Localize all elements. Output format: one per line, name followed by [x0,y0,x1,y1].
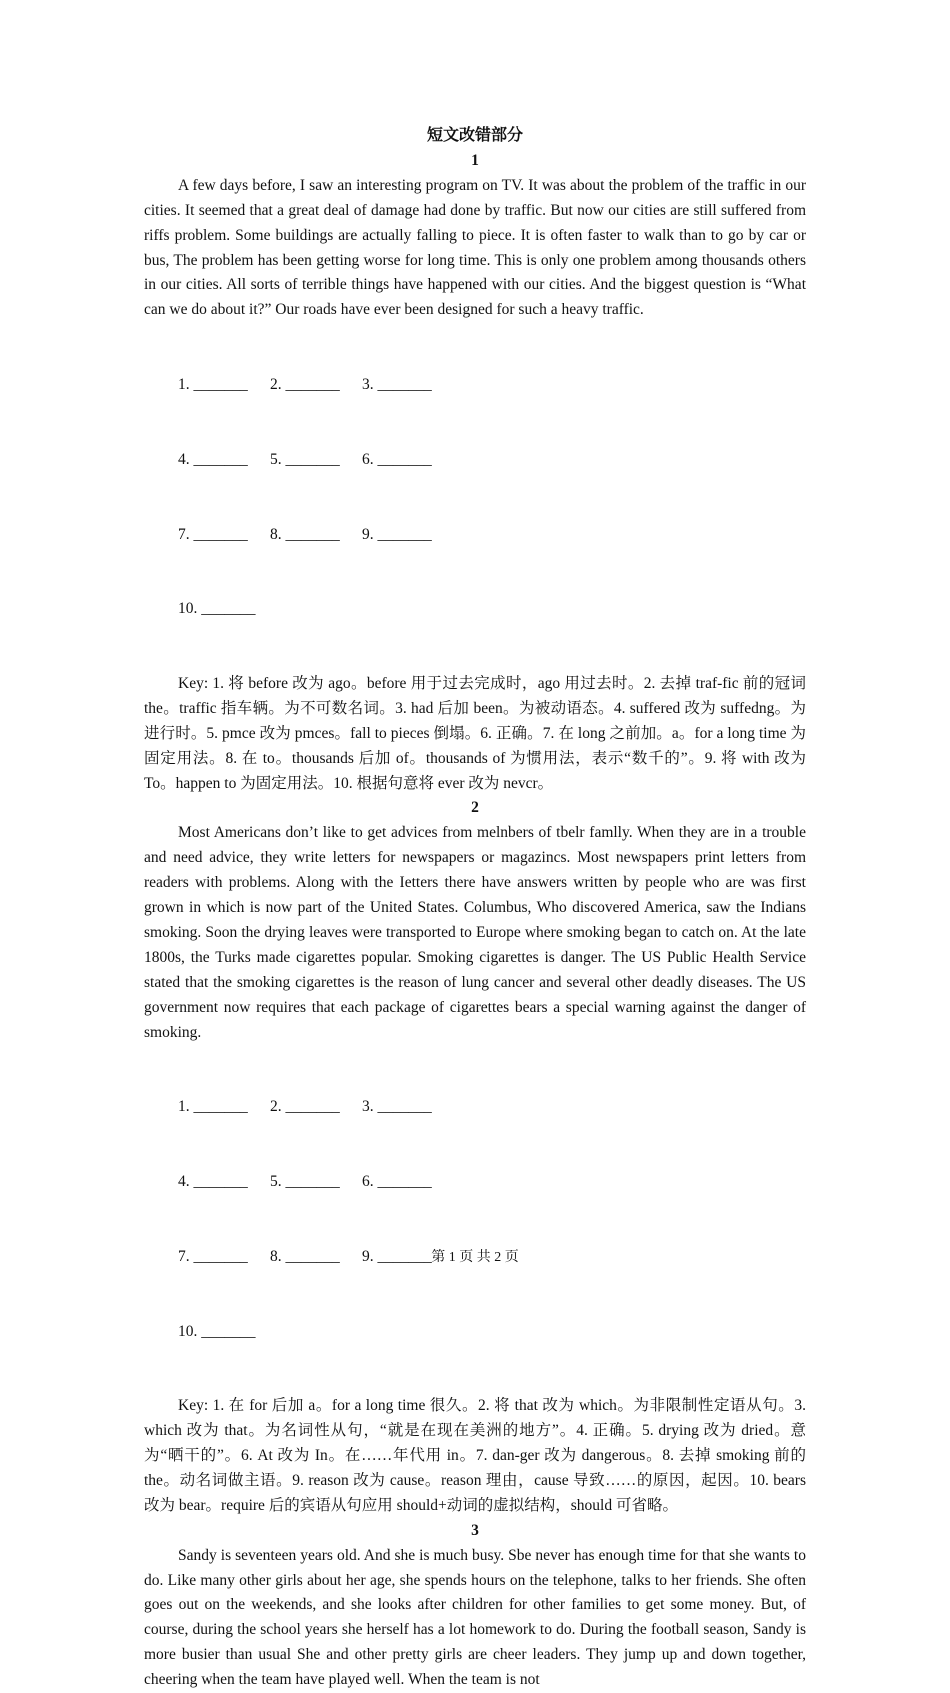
answer-blank: 6. _______ [362,1173,432,1191]
answer-blank: 8. _______ [270,1247,340,1265]
answer-blanks [144,323,806,672]
answer-blank: 7. _______ [178,1247,248,1265]
section-number: 2 [471,799,479,817]
blank-row [178,1095,806,1120]
answer-key: Key: 1. 在 for 后加 a。for a long time 很久。2. 将 that 改为 which。为非限制性定语从句。3. which 改为 that。为名词性从句，“就是在现在美洲的地方”。4. 正确。5. drying 改为 dried。意为“晒干的”。6. At 改为 In。在……年代用 in。7. dan-ger 改为 dangerous。8. 去掉 smoking 前的 the。动名词做主语。9. reason 改为 cause。reason 理由，cause 导致……的原因，起因。10. bears 改为 bear。require 后的宾语从句应用 should+动词的虚拟结构，should 可省略。 [144,1397,806,1514]
answer-blank: 2. _______ [270,1098,340,1116]
section-1 [144,149,806,797]
blank-row [178,448,806,473]
answer-blanks [144,1046,806,1395]
passage: Most Americans don’t like to get advices from melnbers of tbelr famlly. When they are in a trouble and need advice, they write letters for newspapers or magazincs. Most newspapers print letters from readers with problems. Along with the Ietters there have answers written by people who are was first grown in which is now part of the United States. Columbus, Who discovered America, saw the Indians smoking. Soon the drying leaves were transported to Europe where smoking began to catch on. At the late 1800s, the Turks made cigarettes popular. Smoking cigarettes is danger. The US Public Health Service stated that the smoking cigarettes is the reason of lung cancer and several other deadly diseases. The US government now requires that each package of cigarettes bears a special warning against the danger of smoking. [144,824,806,1041]
blank-row [178,523,806,548]
answer-blank: 6. _______ [362,450,432,468]
passage: A few days before, I saw an interesting program on TV. It was about the problem of the traffic in our cities. It seemed that a great deal of damage had done by traffic. But now our cities are still suffered from riffs problem. Some buildings are actually falling to piece. It is often faster to walk than to go by car or bus, The problem has been getting worse for long time. This is only one problem among thousands others in our cities. All sorts of terrible things have happened with our cities. And the biggest question is “What can we do about it?” Our roads have ever been designed for such a heavy traffic. [144,176,806,319]
section-number: 3 [471,1521,479,1539]
section-3 [144,1519,806,1693]
answer-blank: 10. _______ [178,1322,256,1340]
answer-blank: 8. _______ [270,525,340,543]
answer-blank: 5. _______ [270,1173,340,1191]
blank-row [178,597,806,622]
section-number: 1 [471,151,479,169]
page-footer: 第 1 页 共 2 页 [431,1250,519,1265]
blank-row [178,373,806,398]
passage: Sandy is seventeen years old. And she is much busy. Sbe never has enough time for that she wants to do. Like many other girls about her age, she spends hours on the telephone, talks to her friends. She often goes out on the weekends, and she looks after children for other families to get some money. But, of course, during the school years she herself has a lot homework to do. During the football season, Sandy is more busier than usual She and other pretty girls are cheer leaders. They jump up and down together, cheering when the team have played well. When the team is not [144,1546,806,1689]
blank-row [178,1320,806,1345]
blank-row [178,1170,806,1195]
answer-blank: 4. _______ [178,450,248,468]
answer-blank: 9. _______ [362,1247,432,1265]
answer-blank: 3. _______ [362,1098,432,1116]
answer-key: Key: 1. 将 before 改为 ago。before 用于过去完成时，ago 用过去时。2. 去掉 traf-fic 前的冠词 the。traffic 指车辆。为不可数名词。3. had 后加 been。为被动语态。4. suffered 改为 suffedng。为进行时。5. pmce 改为 pmces。fall to pieces 倒塌。6. 正确。7. 在 long 之前加。a。for a long time 为固定用法。8. 在 to。thousands 后加 of。thousands of 为惯用法，表示“数千的”。9. 将 with 改为 To。happen to 为固定用法。10. 根据句意将 ever 改为 nevcr。 [144,674,806,792]
page-title: 短文改错部分 [426,127,523,144]
answer-blank: 3. _______ [362,376,432,394]
answer-blank: 1. _______ [178,1098,248,1116]
answer-blank: 4. _______ [178,1173,248,1191]
answer-blank: 10. _______ [178,600,256,618]
answer-blank: 1. _______ [178,376,248,394]
answer-blank: 5. _______ [270,450,340,468]
answer-blank: 9. _______ [362,525,432,543]
document-content [144,124,806,1693]
section-2 [144,796,806,1518]
answer-blank: 2. _______ [270,376,340,394]
answer-blank: 7. _______ [178,525,248,543]
